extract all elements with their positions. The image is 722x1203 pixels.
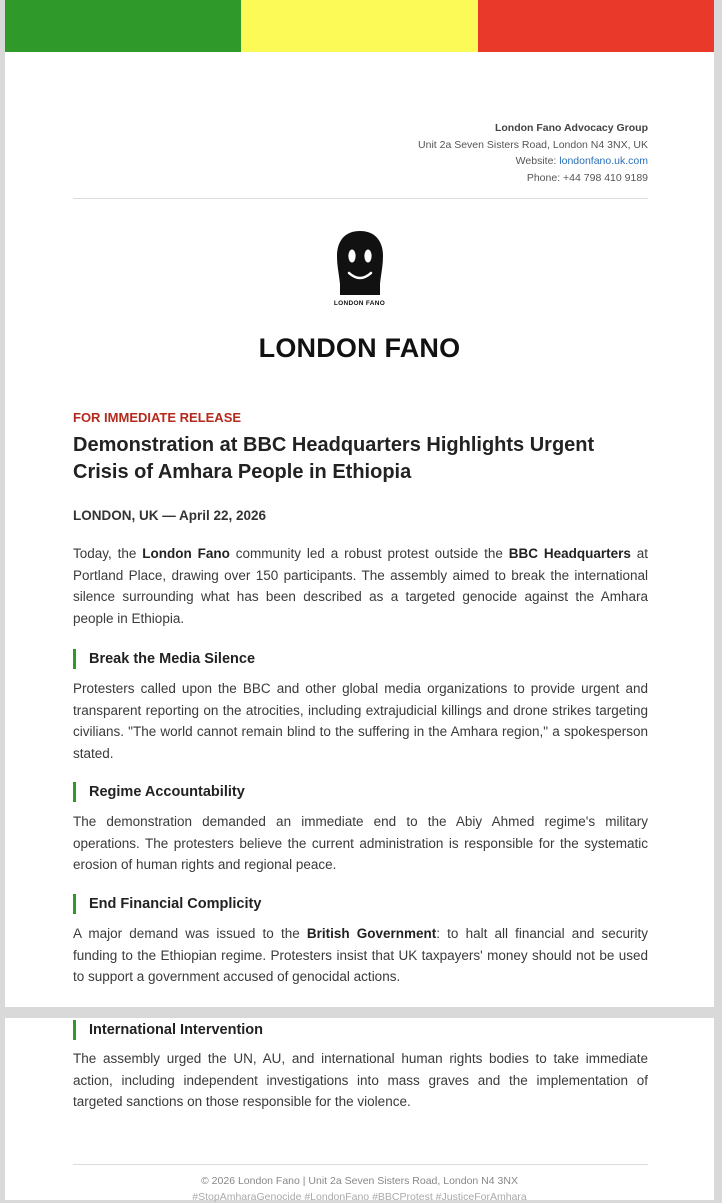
- section-body-financial-complicity: [73, 923, 648, 988]
- footer-copyright: © 2026 London Fano | Unit 2a Seven Sisters Road, London N4 3NX: [201, 1175, 518, 1187]
- financial-text-2: : to halt all financial and security funding to the Ethiopian regime. Protesters insist that UK taxpayers' money should not be used to support a government accused of genocidal actions.: [73, 926, 648, 984]
- section-body-international-intervention: The assembly urged the UN, AU, and international human rights bodies to take immediate action, including independent investigations into mass graves and the implementation of targeted sanctions on those responsible for the violence.: [73, 1051, 648, 1109]
- dateline: LONDON, UK — April 22, 2026: [73, 508, 267, 523]
- intro-text-2: community led a robust protest outside the: [229, 546, 509, 561]
- header-divider: [73, 198, 648, 199]
- section-heading-regime-accountability: Regime Accountability: [73, 782, 245, 802]
- document-page-2: [5, 1018, 714, 1203]
- flag-yellow-stripe: [241, 0, 477, 52]
- flag-green-stripe: [5, 0, 241, 52]
- section-heading-media-silence: Break the Media Silence: [73, 649, 255, 669]
- footer-divider: [73, 1164, 648, 1165]
- release-label: FOR IMMEDIATE RELEASE: [73, 410, 242, 425]
- smiling-face-logo-icon: [330, 228, 390, 298]
- headline: Demonstration at BBC Headquarters Highlights Urgent Crisis of Amhara People in Ethiopia: [73, 434, 595, 483]
- intro-bold-bbc: BBC Headquarters: [508, 546, 631, 561]
- website-link[interactable]: londonfano.uk.com: [559, 155, 648, 167]
- contact-block: [418, 120, 648, 186]
- organization-address: Unit 2a Seven Sisters Road, London N4 3NX, UK: [418, 138, 648, 151]
- brand-title: LONDON FANO: [258, 333, 461, 363]
- section-body-media-silence: Protesters called upon the BBC and other global media organizations to provide urgent and transparent reporting on the atrocities, including extrajudicial killings and drone strikes targeting civilians. "The world cannot remain blind to the suffering in the Amhara region," a spokesperson stated.: [73, 681, 648, 761]
- logo-caption: LONDON FANO: [333, 300, 386, 307]
- document-page-1: [5, 0, 714, 1007]
- logo: [5, 228, 714, 303]
- organization-name: London Fano Advocacy Group: [494, 122, 648, 134]
- financial-text-1: A major demand was issued to the: [73, 926, 307, 941]
- organization-phone: Phone: +44 798 410 9189: [526, 171, 648, 184]
- website-label: Website:: [515, 155, 557, 167]
- financial-bold-british-government: British Government: [306, 926, 437, 941]
- intro-paragraph: [73, 543, 648, 629]
- section-heading-international-intervention: International Intervention: [73, 1020, 263, 1040]
- footer-hashtags: #StopAmharaGenocide #LondonFano #BBCProtest #JusticeForAmhara: [192, 1191, 527, 1203]
- intro-text-1: Today, the: [73, 546, 143, 561]
- ethiopian-flag-banner: [5, 0, 714, 52]
- intro-text-3: at Portland Place, drawing over 150 participants. The assembly aimed to break the international silence surrounding what has been described as a targeted genocide against the Amhara people in Ethiopia.: [73, 546, 648, 626]
- intro-bold-london-fano: London Fano: [142, 546, 230, 561]
- flag-red-stripe: [478, 0, 714, 52]
- section-heading-financial-complicity: End Financial Complicity: [73, 894, 261, 914]
- section-body-regime-accountability: The demonstration demanded an immediate end to the Abiy Ahmed regime's military operations. The protesters believe the current administration is responsible for the systematic erosion of human rights and regional peace.: [73, 814, 648, 872]
- organization-website: [418, 153, 648, 170]
